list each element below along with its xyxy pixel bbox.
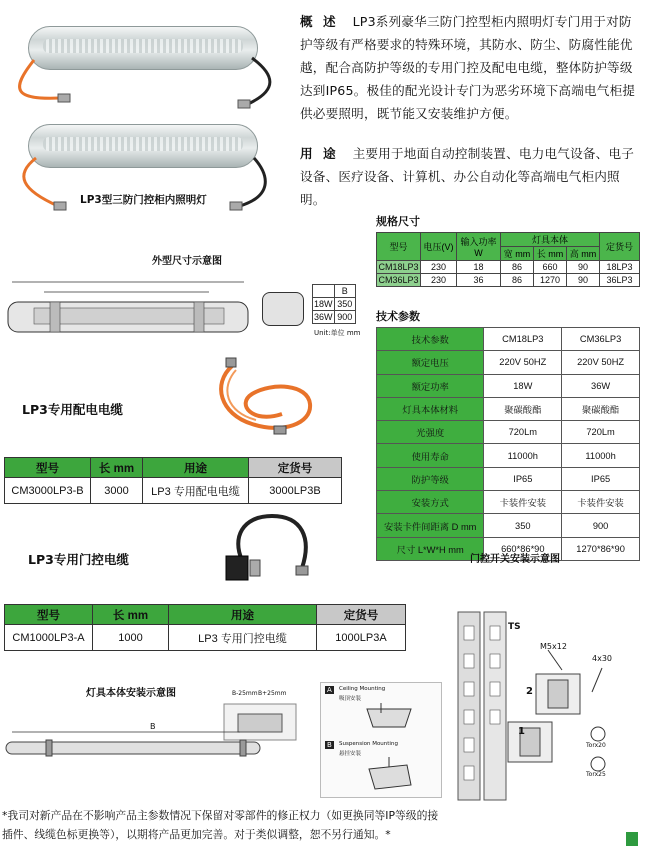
tech-row — [377, 467, 640, 490]
door-cable-row — [5, 625, 406, 651]
suspension-mount-drawing — [361, 757, 421, 795]
spec-row — [377, 261, 640, 274]
tech-h-1: CM18LP3 — [484, 328, 562, 351]
mount-b-badge: B — [327, 741, 332, 749]
mini-cell: 36W — [314, 312, 333, 322]
spec-cell: CM36LP3 — [378, 275, 419, 285]
spec-h-length: 长 mm — [534, 247, 567, 261]
body-install-title: 灯具本体安装示意图 — [86, 688, 176, 699]
tech-cell: 11000h — [562, 444, 640, 467]
tech-cell: 18W — [484, 374, 562, 397]
dimension-drawing — [4, 272, 254, 342]
door-cell: 1000 — [93, 625, 169, 651]
door-h-length: 长 mm — [93, 605, 169, 625]
tech-cell: 额定电压 — [377, 351, 484, 374]
tech-cell: 安装卡件间距离 D mm — [377, 514, 484, 537]
spec-h-body: 灯具本体 — [501, 233, 600, 247]
body-label-b: B — [150, 722, 156, 731]
ceiling-label: Ceiling Mounting — [339, 686, 386, 692]
switch-torx1: Torx20 — [586, 742, 606, 749]
tech-cell: 卡装件安装 — [562, 491, 640, 514]
overview-section — [300, 10, 640, 125]
tech-row — [377, 397, 640, 420]
switch-install-diagram — [452, 592, 650, 802]
dimension-side-view — [262, 292, 304, 326]
tech-table — [376, 327, 640, 561]
tech-title: 技术参数 — [376, 310, 420, 323]
spec-cell: 660 — [534, 261, 567, 274]
power-cell: 3000 — [91, 478, 143, 504]
mini-cell: 350 — [334, 298, 355, 311]
tech-cell: 聚碳酸酯 — [484, 397, 562, 420]
suspension-label: Suspension Mounting — [339, 741, 398, 747]
door-cable-image — [212, 508, 322, 588]
tech-cell: 额定功率 — [377, 374, 484, 397]
door-cell: 1000LP3A — [317, 625, 406, 651]
power-cell: 3000LP3B — [249, 478, 342, 504]
power-cell: LP3 专用配电电缆 — [143, 478, 249, 504]
tech-cell: 220V 50HZ — [562, 351, 640, 374]
power-h-model: 型号 — [5, 458, 91, 478]
spec-cell: CM18LP3 — [378, 262, 419, 272]
power-cell: CM3000LP3-B — [5, 478, 91, 504]
ceiling-mount-drawing — [361, 701, 421, 735]
spec-cell: 90 — [567, 274, 600, 287]
spec-h-height: 高 mm — [567, 247, 600, 261]
switch-screw1-label: M5x12 — [540, 642, 567, 651]
mount-a-badge: A — [327, 686, 332, 694]
spec-h-voltage: 电压(V) — [421, 233, 457, 261]
tech-cell: 尺寸 L*W*H mm — [377, 537, 484, 560]
door-cell: LP3 专用门控电缆 — [169, 625, 317, 651]
spec-cell: 86 — [501, 261, 534, 274]
switch-step1: 1 — [518, 726, 525, 737]
door-h-model: 型号 — [5, 605, 93, 625]
spec-title: 规格尺寸 — [376, 215, 420, 228]
door-h-usage: 用途 — [169, 605, 317, 625]
tech-h-0: 技术参数 — [377, 328, 484, 351]
tech-row — [377, 514, 640, 537]
switch-install-title: 门控开关安装示意图 — [470, 554, 560, 565]
dimension-unit: Unit:单位 mm — [314, 329, 361, 337]
door-cell: CM1000LP3-A — [5, 625, 93, 651]
power-cable-table — [4, 457, 342, 504]
tech-cell: 900 — [562, 514, 640, 537]
usage-label: 用 途 — [300, 146, 339, 161]
spec-cell: 90 — [567, 261, 600, 274]
tech-cell: 安装方式 — [377, 491, 484, 514]
spec-h-model: 型号 — [377, 233, 421, 261]
switch-step2: 2 — [526, 686, 533, 697]
overview-label: 概 述 — [300, 14, 339, 29]
mini-cell: 900 — [334, 311, 355, 324]
switch-ts-label: TS — [508, 622, 521, 632]
suspension-label-cn: 悬挂安装 — [339, 751, 362, 757]
tech-cell: IP65 — [484, 467, 562, 490]
usage-text: 主要用于地面自动控制装置、电力电气设备、电子设备、医疗设备、计算机、办公自动化等高端电气柜内照明。 — [300, 146, 635, 207]
overview-text: LP3系列豪华三防门控型柜内照明灯专门用于对防护等级有严格要求的特殊环境，其防水、防尘、防腐性能优越，配合高防护等级的专用门控及配电电缆，整体防护等级达到IP65。极佳的配光设计专门为恶劣环境下高端电气柜提供必要照明，既节能又安装维护方便。 — [300, 14, 636, 121]
spec-cell: 36LP3 — [600, 274, 640, 287]
tech-h-2: CM36LP3 — [562, 328, 640, 351]
tech-row — [377, 351, 640, 374]
tech-row — [377, 421, 640, 444]
spec-cell: 1270 — [534, 274, 567, 287]
tech-cell: 660*86*90 — [484, 537, 562, 560]
corner-accent — [626, 832, 638, 846]
tech-row — [377, 491, 640, 514]
door-cable-title: LP3专用门控电缆 — [28, 552, 129, 567]
dimension-mini-table — [312, 284, 356, 324]
power-h-usage: 用途 — [143, 458, 249, 478]
usage-section — [300, 142, 640, 211]
body-dim-left: B-25mm — [232, 690, 258, 697]
tech-cell: 350 — [484, 514, 562, 537]
mini-cell: 18W — [314, 299, 333, 309]
spec-table — [376, 232, 640, 287]
tech-cell: 防护等级 — [377, 467, 484, 490]
power-h-order: 定货号 — [249, 458, 342, 478]
tech-cell: 光强度 — [377, 421, 484, 444]
tech-row — [377, 444, 640, 467]
product-illustration — [0, 0, 290, 215]
tech-cell: 1270*86*90 — [562, 537, 640, 560]
tech-cell: 卡装件安装 — [484, 491, 562, 514]
tech-cell: 聚碳酸酯 — [562, 397, 640, 420]
power-cable-title: LP3专用配电电缆 — [22, 402, 123, 417]
spec-cell: 18LP3 — [600, 261, 640, 274]
spec-h-width: 宽 mm — [501, 247, 534, 261]
switch-screw2-label: 4x30 — [592, 654, 613, 663]
mounting-panel — [320, 682, 442, 798]
spec-cell: 86 — [501, 274, 534, 287]
tech-cell: 220V 50HZ — [484, 351, 562, 374]
mini-h-blank — [313, 285, 335, 298]
spec-h-order: 定货号 — [600, 233, 640, 261]
product-caption: LP3型三防门控柜内照明灯 — [80, 194, 207, 206]
door-cable-table — [4, 604, 406, 651]
tech-cell: 11000h — [484, 444, 562, 467]
tech-cell: 36W — [562, 374, 640, 397]
tech-cell: IP65 — [562, 467, 640, 490]
door-h-order: 定货号 — [317, 605, 406, 625]
spec-row — [377, 274, 640, 287]
tech-row — [377, 374, 640, 397]
spec-cell: 230 — [421, 274, 457, 287]
power-h-length: 长 mm — [91, 458, 143, 478]
tech-cell: 720Lm — [484, 421, 562, 444]
body-install-drawing — [2, 700, 302, 800]
mini-h-b: B — [334, 285, 355, 298]
dimension-title: 外型尺寸示意图 — [152, 256, 222, 267]
power-cable-image — [212, 354, 322, 439]
spec-h-power: 输入功率 W — [457, 233, 501, 261]
ceiling-label-cn: 吸顶安装 — [339, 696, 362, 702]
cable-drawing — [0, 0, 290, 215]
footnote: *我司对新产品在不影响产品主参数情况下保留对零部件的修正权力（如更换同等IP等级的接插件、线缆色标更换等），以期将产品更加完善。对于类似调整，恕不另行通知。* — [2, 809, 439, 841]
spec-cell: 18 — [457, 261, 501, 274]
body-dim-right: B+25mm — [258, 690, 287, 697]
switch-torx2: Torx25 — [586, 771, 606, 778]
tech-cell: 灯具本体材料 — [377, 397, 484, 420]
tech-cell: 720Lm — [562, 421, 640, 444]
tech-cell: 使用寿命 — [377, 444, 484, 467]
power-cable-row — [5, 478, 342, 504]
spec-cell: 36 — [457, 274, 501, 287]
spec-cell: 230 — [421, 261, 457, 274]
